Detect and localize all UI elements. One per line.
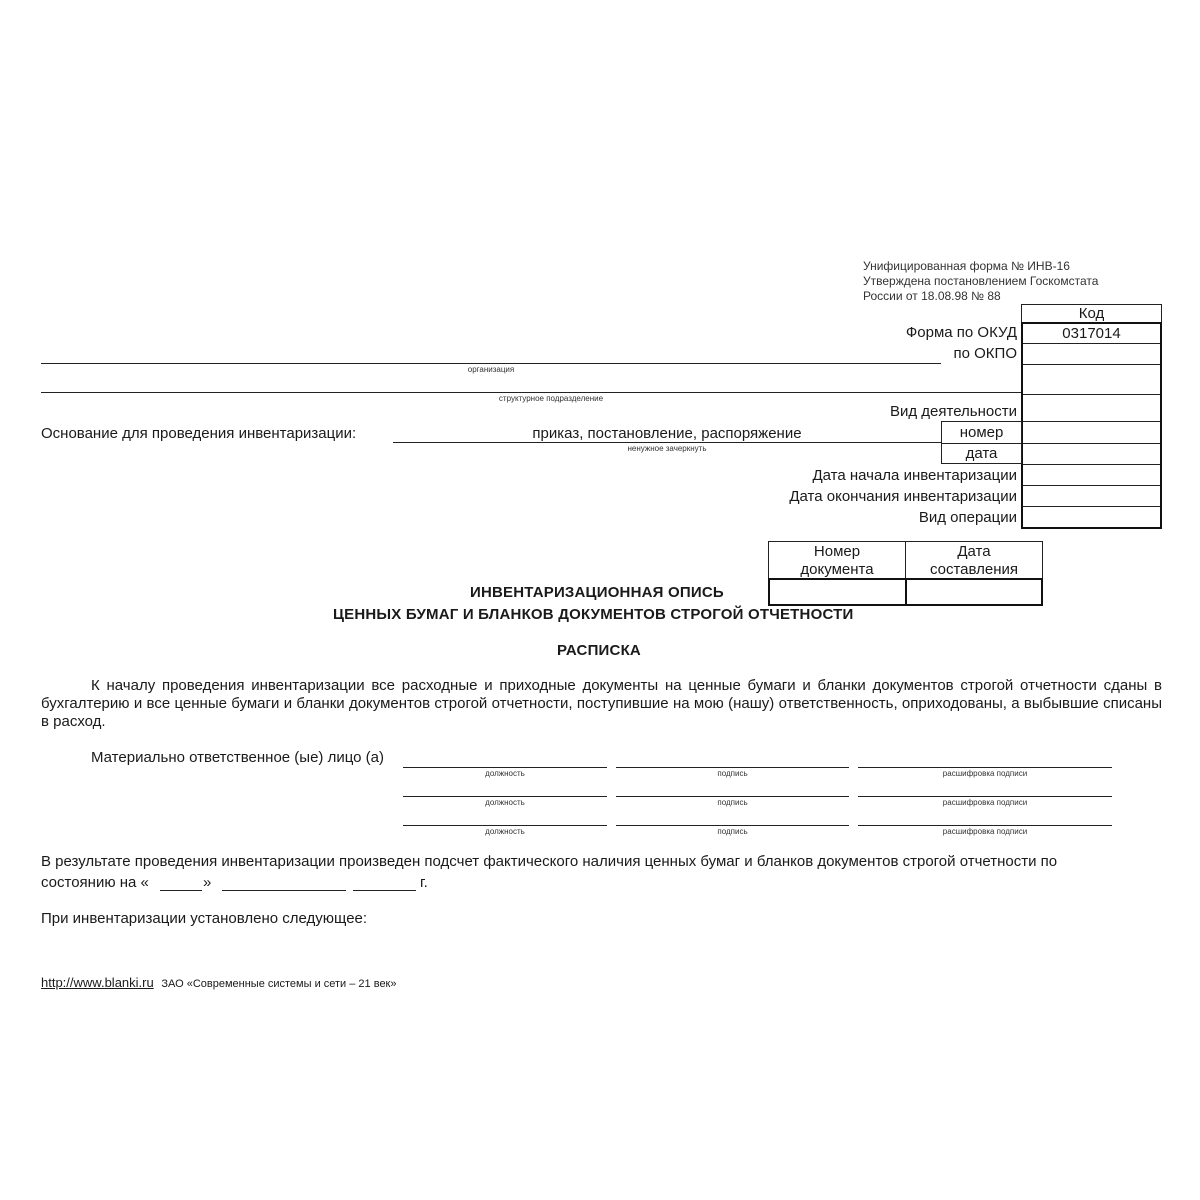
doc-date-header-line1: Дата (957, 543, 991, 560)
form-header-line1: Унифицированная форма № ИНВ-16 (863, 259, 1070, 273)
decoding-caption: расшифровка подписи (942, 798, 1028, 807)
position-line-3[interactable] (403, 825, 607, 826)
doc-date-header-line2: составления (929, 561, 1019, 578)
title-line2: ЦЕННЫХ БУМАГ И БЛАНКОВ ДОКУМЕНТОВ СТРОГОЙ ОТЧЕТНОСТИ (333, 606, 854, 623)
basis-line (393, 442, 941, 443)
title-line1: ИНВЕНТАРИЗАЦИОННАЯ ОПИСЬ (470, 584, 724, 601)
code-header: Код (1078, 305, 1105, 322)
established-text: При инвентаризации установлено следующее: (41, 910, 368, 927)
organization-caption: организация (467, 365, 515, 374)
basis-caption: ненужное зачеркнуть (627, 444, 707, 453)
doc-number-header-line2: документа (800, 561, 874, 578)
receipt-title: РАСПИСКА (557, 642, 641, 659)
form-header-line2: Утверждена постановлением Госкомстата (863, 274, 1099, 288)
result-line2-prefix: состоянию на « (41, 874, 149, 891)
decoding-caption: расшифровка подписи (942, 827, 1028, 836)
okud-label: Форма по ОКУД (905, 324, 1017, 341)
signature-caption: подпись (717, 827, 748, 836)
date-label: дата (965, 445, 998, 462)
position-line-1[interactable] (403, 767, 607, 768)
decoding-caption: расшифровка подписи (942, 769, 1028, 778)
date-cell[interactable] (1023, 444, 1160, 465)
date-month-field[interactable] (222, 890, 346, 891)
doc-number-header-line1: Номер (813, 543, 861, 560)
signature-line-1[interactable] (616, 767, 849, 768)
decoding-line-1[interactable] (858, 767, 1112, 768)
basis-label: Основание для проведения инвентаризации: (41, 425, 357, 442)
footer-link[interactable]: http://www.blanki.ru (41, 975, 154, 990)
receipt-text: К началу проведения инвентаризации все расходные и приходные документы на ценные бумаги и бланки документов строгой отчетности сданы в бухгалтерию и все ценные бумаги и бланки документов строгой отчетности, поступившие на мою (нашу) ответственность, оприходованы, а выбывшие списаны в расход. (41, 677, 1162, 730)
basis-value[interactable]: приказ, постановление, распоряжение (532, 425, 802, 442)
organization-line[interactable] (41, 363, 941, 364)
doc-values-row (768, 578, 1043, 606)
start-date-label: Дата начала инвентаризации (812, 467, 1017, 484)
operation-cell[interactable] (1023, 507, 1160, 527)
position-caption: должность (485, 827, 525, 836)
okud-value: 0317014 (1062, 325, 1121, 342)
result-line1: В результате проведения инвентаризации произведен подсчет фактического наличия ценных бумаг и бланков документов строгой отчетности по (41, 853, 1058, 870)
quote-close: » (203, 874, 212, 891)
signature-caption: подпись (717, 798, 748, 807)
subdivision-line[interactable] (41, 392, 1021, 393)
number-date-box (941, 421, 1022, 464)
activity-label: Вид деятельности (889, 403, 1017, 420)
position-line-2[interactable] (403, 796, 607, 797)
responsible-person-label: Материально ответственное (ые) лицо (а) (91, 749, 384, 766)
doc-date-input[interactable] (908, 580, 1041, 604)
org-code-cell[interactable] (1023, 365, 1160, 395)
footer-company: ЗАО «Современные системы и сети – 21 век» (161, 978, 397, 990)
decoding-line-3[interactable] (858, 825, 1112, 826)
signature-line-3[interactable] (616, 825, 849, 826)
operation-label: Вид операции (918, 509, 1017, 526)
position-caption: должность (485, 769, 525, 778)
code-column (1021, 322, 1162, 529)
signature-caption: подпись (717, 769, 748, 778)
end-date-label: Дата окончания инвентаризации (789, 488, 1017, 505)
position-caption: должность (485, 798, 525, 807)
footer (41, 975, 397, 990)
decoding-line-2[interactable] (858, 796, 1112, 797)
okud-cell[interactable] (1023, 324, 1160, 344)
doc-number-input[interactable] (770, 580, 904, 604)
start-date-cell[interactable] (1023, 465, 1160, 486)
date-day-field[interactable] (160, 890, 202, 891)
number-cell[interactable] (1023, 422, 1160, 444)
date-year-field[interactable] (353, 890, 416, 891)
okpo-label: по ОКПО (953, 345, 1017, 362)
subdivision-caption: структурное подразделение (498, 394, 604, 403)
year-suffix: г. (420, 874, 428, 891)
form-header-line3: России от 18.08.98 № 88 (863, 289, 1001, 303)
number-label: номер (959, 424, 1004, 441)
code-header-cell (1021, 304, 1162, 323)
signature-line-2[interactable] (616, 796, 849, 797)
okpo-cell[interactable] (1023, 344, 1160, 365)
end-date-cell[interactable] (1023, 486, 1160, 507)
